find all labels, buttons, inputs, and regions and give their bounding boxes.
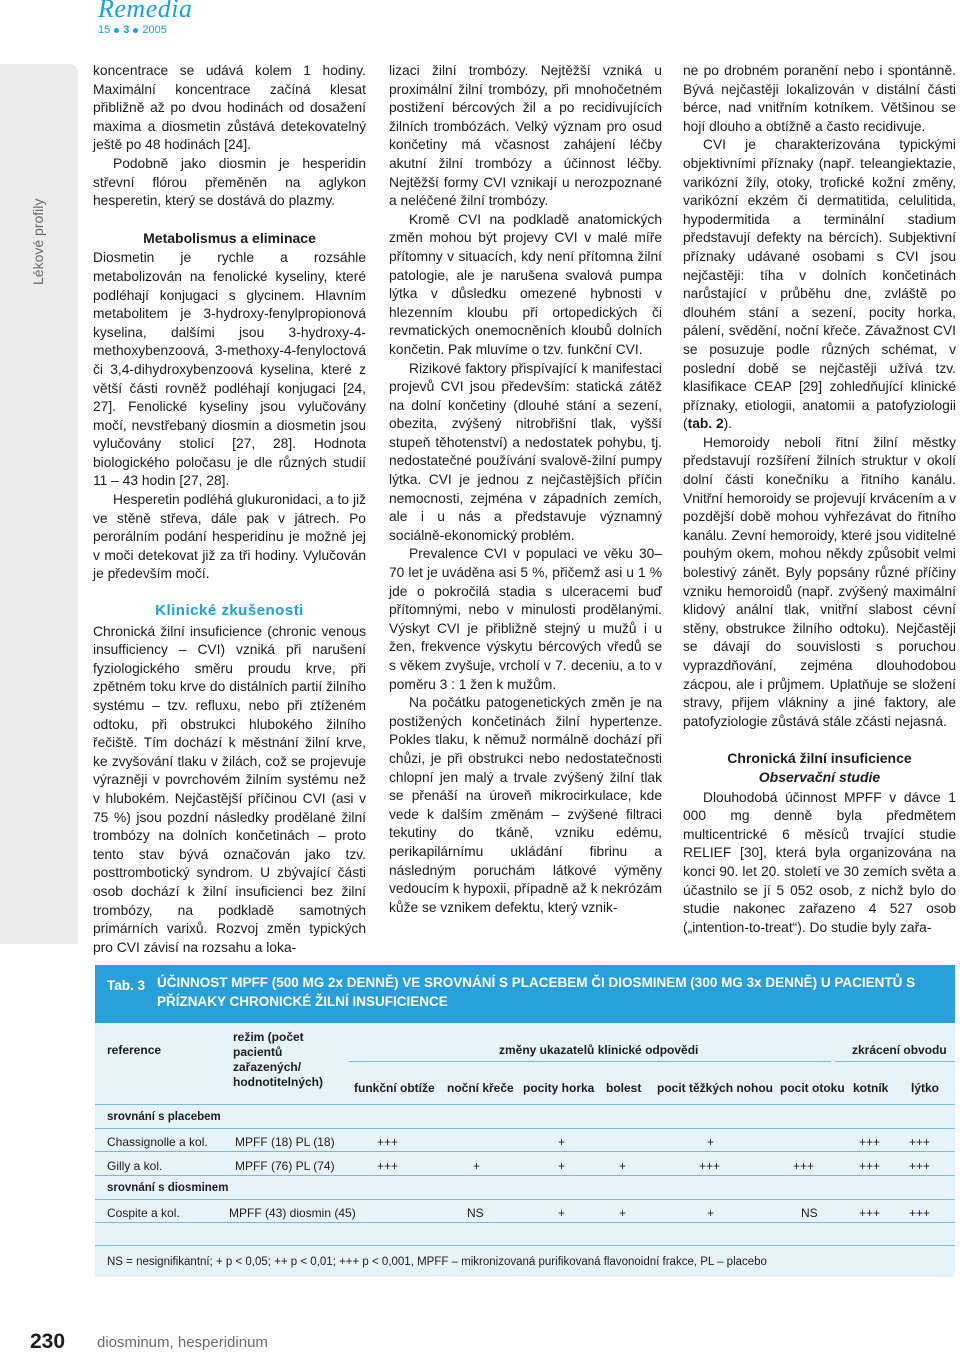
rule: [95, 1104, 955, 1105]
paragraph: Chronická žilní insuficience (chronic venous insufficiency – CVI) vzniká při narušení fyziologického směru proudu krve, při zpětném toku krve do distálních partií žilního systému – tzv. refluxu, nebo při ztíženém odtoku, při obstrukci hlubokého žilního řečiště. Tím dochází k městnání žilní krve, ke zvyšování tlaku v žilách, což se projevuje výrazněji v povrchovém žilním systému než v hlubokém. Nejčastější příčinou CVI (asi v 75 %) jsou pozdní následky prodělané žilní trombózy na dolních končetinách – proto tento stav bývá označován jako tzv. posttrombotický syndrom. U zbývající části osob dochází k žilní insuficienci bez žilní trombózy, na podkladě samotných primárních varixů. Rozvoj změn typických pro CVI závisí na rozsahu a loka-: [93, 623, 366, 955]
row-value: +++: [859, 1135, 881, 1149]
paragraph: Hesperetin podléhá glukuronidaci, a to již ve stěně střeva, dále pak v játrech. Po perorálním podání hesperidinu je možné jej v moči detekovat již za tři hodiny. Vylučován je především močí.: [93, 492, 366, 582]
paragraph: Podobně jako diosmin je hesperidin střevní flórou přeměněn na aglykon hesperetin, který se dostává do plazmy.: [93, 155, 366, 209]
paragraph: Kromě CVI na podkladě anatomických změn mohou být projevy CVI v malé míře přítomny v situacích, kdy není přítomna žilní patologie, ale je narušena svalová pumpa lýtka v důsledku omezené hybnosti v hlezenním kloubu při ortopedických či revmatických onemocněních kloubů dolních končetin. Pak mluvíme o tzv. funkční CVI.: [389, 211, 662, 357]
brand-logo: Remedia: [98, 0, 193, 23]
row-value: NS: [467, 1206, 484, 1220]
paragraph: Diosmetin je rychle a rozsáhle metabolizován na fenolické kyseliny, které podléhají konjugaci s glycinem. Hlavním metabolitem je 3-hydroxy-fenylpropionová kyselina, dalšími jsou 3-hydroxy-4-methoxybenzoová, 3-methoxy-4-fenyloctová či 3,4-dihydroxybenzoová kyselina, které z větší části rovněž podléhají konjugaci [24, 27]. Fenolické kyseliny jsou vylučovány močí, nevstřebaný diosmin a diosmetin jsou vylučovány stolicí [27, 28]. Hodnota biologického poločasu je dle různých studií 11 – 43 hodin [27, 28].: [93, 250, 366, 489]
row-value: +: [473, 1159, 481, 1173]
rule: [349, 1061, 831, 1062]
sub-header: funkční obtíže: [354, 1081, 435, 1095]
issue-year: 2005: [142, 24, 167, 36]
paragraph: koncentrace se udává kolem 1 hodiny. Maximální koncentrace začíná klesat přibližně až po dvou hodinách od dosažení maxima a diosmetin zůstává detekovatelný ještě po 48 hodinách [24].: [93, 63, 366, 153]
row-value: +++: [859, 1159, 881, 1173]
paragraph: Rizikové faktory přispívající k manifestaci projevů CVI jsou především: statická zátěž na dolní končetiny (dlouhé stání a sezení, obezita, zvýšený nitrobřišní tlak, vyšší stupeň těhotenství) a nedostatek pohybu, tj. nedostatečné používání svalově-žilní pumpy lýtka. CVI je jednou z nejčastějších příčin nemocnosti, zejména v západních zemích, ale i u nás a představuje významný sociálně-ekonomický problém.: [389, 360, 662, 543]
main-heading: Klinické zkušenosti: [155, 602, 304, 620]
row-value: +: [707, 1206, 715, 1220]
row-value: +++: [793, 1159, 815, 1173]
col-header-shortening: zkrácení obvodu: [852, 1043, 947, 1057]
table-3: [95, 965, 955, 1277]
group-label: srovnání s diosminem: [107, 1182, 229, 1194]
group-label: srovnání s placebem: [107, 1111, 221, 1123]
section-subheading: Observační studie: [758, 768, 881, 785]
issue-no: 3: [123, 24, 130, 36]
paragraph: Dlouhodobá účinnost MPFF v dávce 1 000 mg denně byla předmětem multicentrické 6 měsíců trvající studie RELIEF [30], která byla organizována na konci 90. let 20. století ve 30 zemích světa a účastnilo se jí 5 052 osob, z nichž bylo do studie nakonec zařazeno 4 527 osob („intention-to-treat“). Do studie byly zařa-: [683, 789, 956, 935]
sub-header: kotník: [853, 1081, 889, 1095]
row-reference: Gilly a kol.: [107, 1159, 163, 1173]
paragraph: Prevalence CVI v populaci ve věku 30–70 let je uváděna asi 5 %, přičemž asi u 1 % jde o pokročilá stadia s ulceracemi buď přítomnými, nebo v minulosti prodělanými. Výskyt CVI je přibližně stejný u mužů i u žen, frekvence výskytu bércových vředů se s věkem zvyšuje, vrcholí v 7. deceniu, a to v poměru 3 : 1 žen k mužům.: [389, 546, 662, 692]
rule: [95, 1128, 955, 1129]
row-value: +++: [377, 1159, 399, 1173]
row-value: +++: [859, 1206, 881, 1220]
row-value: +: [619, 1206, 627, 1220]
sub-header: lýtko: [911, 1081, 940, 1095]
row-regime: MPFF (18) PL (18): [235, 1135, 335, 1149]
row-value: +: [619, 1159, 627, 1173]
table-title: ÚČINNOST MPFF (500 MG 2x DENNĚ) VE SROVNÁNÍ S PLACEBEM ČI DIOSMINEM (300 MG 3x DENNĚ) U PACIENTŮ S PŘÍZNAKY CHRONICKÉ ŽILNÍ INSUFICIENCE: [157, 975, 916, 1009]
row-value: NS: [801, 1206, 818, 1220]
column-2: [389, 62, 662, 917]
column-1: [93, 62, 366, 957]
col-header-changes: změny ukazatelů klinické odpovědi: [499, 1043, 699, 1057]
row-value: +++: [377, 1135, 399, 1149]
row-regime: MPFF (76) PL (74): [235, 1159, 335, 1173]
table-footnote: NS = nesignifikantní; + p < 0,05; ++ p < 0,01; +++ p < 0,001, MPFF – mikronizovaná purifikovaná flavonoidní frakce, PL – placebo: [107, 1256, 767, 1268]
row-value: +++: [909, 1159, 931, 1173]
table-label: Tab. 3: [107, 978, 146, 993]
row-regime: MPFF (43) diosmin (45): [229, 1206, 356, 1220]
paragraph-text: CVI je charakterizována typickými objektivními příznaky (např. teleangiektazie, varikózní žíly, otoky, trofické kožní změny, varikózní ekzém či dermatitida, celulitida, hypodermitida a terminální stadium představují defekty na bércích). Subjektivní příznaky udávané osobami s CVI jsou nejčastěji: tíha v dolních končetinách narůstající v průběhu dne, zvláště po dlouhém stání a sezení, pocity horka, pálení, svědění, noční křeče. Závažnost CVI se posuzuje podle různých schémat, v poslední době se nejčastěji užívá tzv. klasifikace CEAP [29] zohledňující klinické příznaky, etiologii, anatomii a patofyziologii (: [683, 137, 956, 432]
row-reference: Chassignolle a kol.: [107, 1135, 208, 1149]
paragraph-end: ).: [723, 416, 733, 432]
issue-dot: [114, 28, 119, 33]
sub-header: pocity horka: [523, 1081, 595, 1095]
rule: [835, 1061, 955, 1062]
row-value: +++: [909, 1135, 931, 1149]
side-tab: [0, 64, 78, 944]
row-value: +: [558, 1206, 566, 1220]
paragraph: lizaci žilní trombózy. Nejtěžší vzniká u proximální žilní trombózy, při mnohočetném postižení bércových žil a po recidivujících žilních trombózách. Velký význam pro osud končetiny má včasnost zahájení léčby akutní žilní trombózy a účinnost léčby. Nejtěžší formy CVI vznikají u nerozpoznané a neléčené žilní trombózy.: [389, 63, 662, 209]
page-number: 230: [30, 1330, 66, 1353]
row-value: +: [707, 1135, 715, 1149]
section-heading: Metabolismus a eliminace: [143, 229, 316, 246]
paragraph: ne po drobném poranění nebo i spontánně. Bývá nejčastěji lokalizován v distální části bérce, nad vnitřním kotníkem. Většinou se hojí dlouho a obtížně a často recidivuje.: [683, 63, 956, 134]
section-label: Lékové profily: [30, 198, 46, 285]
running-footer: diosminum, hesperidinum: [97, 1334, 268, 1351]
issue-number: 15: [98, 24, 111, 36]
rule: [95, 1151, 955, 1152]
sub-header: pocit těžkých nohou: [657, 1081, 774, 1095]
col-header-regime: režim (počet pacientů zařazených/ hodnotitelných): [233, 1030, 323, 1089]
column-3: [683, 62, 956, 937]
sub-header: bolest: [606, 1081, 642, 1095]
rule: [95, 1175, 955, 1176]
rule: [95, 1222, 955, 1223]
rule: [95, 1199, 955, 1200]
col-header-reference: reference: [107, 1043, 162, 1057]
section-heading: Chronická žilní insuficience: [727, 750, 912, 767]
paragraph: [683, 136, 956, 434]
paragraph: Hemoroidy neboli řitní žilní městky představují rozšíření žilních struktur v okolí dolní části konečníku a řitního kanálu. Vnitřní hemoroidy se projevují krvácením a v pozdější době mohou vyhřezávat do řitního kanálu. Zevní hemoroidy, které jsou viditelné pouhým okem, mohou někdy způsobit velmi bolestivý zánět. Byly popsány různé příčiny vzniku hemoroidů (např. zvýšený maximální klidový anální tlak, vnitřní slabost cévní stěny, obstrukce žilního odtoku). Nejčastěji se dávají do souvislosti s poruchou vyprazdňování, zejména dlouhodobou zácpou, ale i průjmem. Uplatňuje se složení stravy, přijem vlákniny a jiné faktory, ale patofyziologie zůstává stále zčásti nejasná.: [683, 434, 956, 729]
row-reference: Cospite a kol.: [107, 1206, 180, 1220]
paragraph: Na počátku patogenetických změn je na postižených končetinách žilní hypertenze. Pokles tlaku, k němuž normálně dochází při chůzi, je při obstrukci nebo nedostatečnosti chlopní jen malý a trvale zvýšený žilní tlak se přenáší na úroveň mikrocirkulace, kde vede k dalším změnám – zvýšené filtraci tekutiny do tkáně, vzniku edému, perikapilárnímu ukládání fibrinu a následným poruchám látkové výměny vedoucím k hypoxii, případně až k nekrózám kůže se vznikem defektu, který vznik-: [389, 695, 663, 915]
sub-header: noční křeče: [447, 1081, 514, 1095]
table-reference[interactable]: tab. 2: [687, 416, 724, 432]
table-body: [95, 1023, 955, 1277]
row-value: +: [558, 1159, 566, 1173]
row-value: +++: [909, 1206, 931, 1220]
rule: [95, 1245, 955, 1246]
sub-header: pocit otoku: [780, 1081, 845, 1095]
table-title-bar: [95, 965, 955, 1023]
issue-info: [98, 24, 167, 36]
row-value: +++: [699, 1159, 721, 1173]
issue-dot: [133, 28, 138, 33]
row-value: +: [558, 1135, 566, 1149]
